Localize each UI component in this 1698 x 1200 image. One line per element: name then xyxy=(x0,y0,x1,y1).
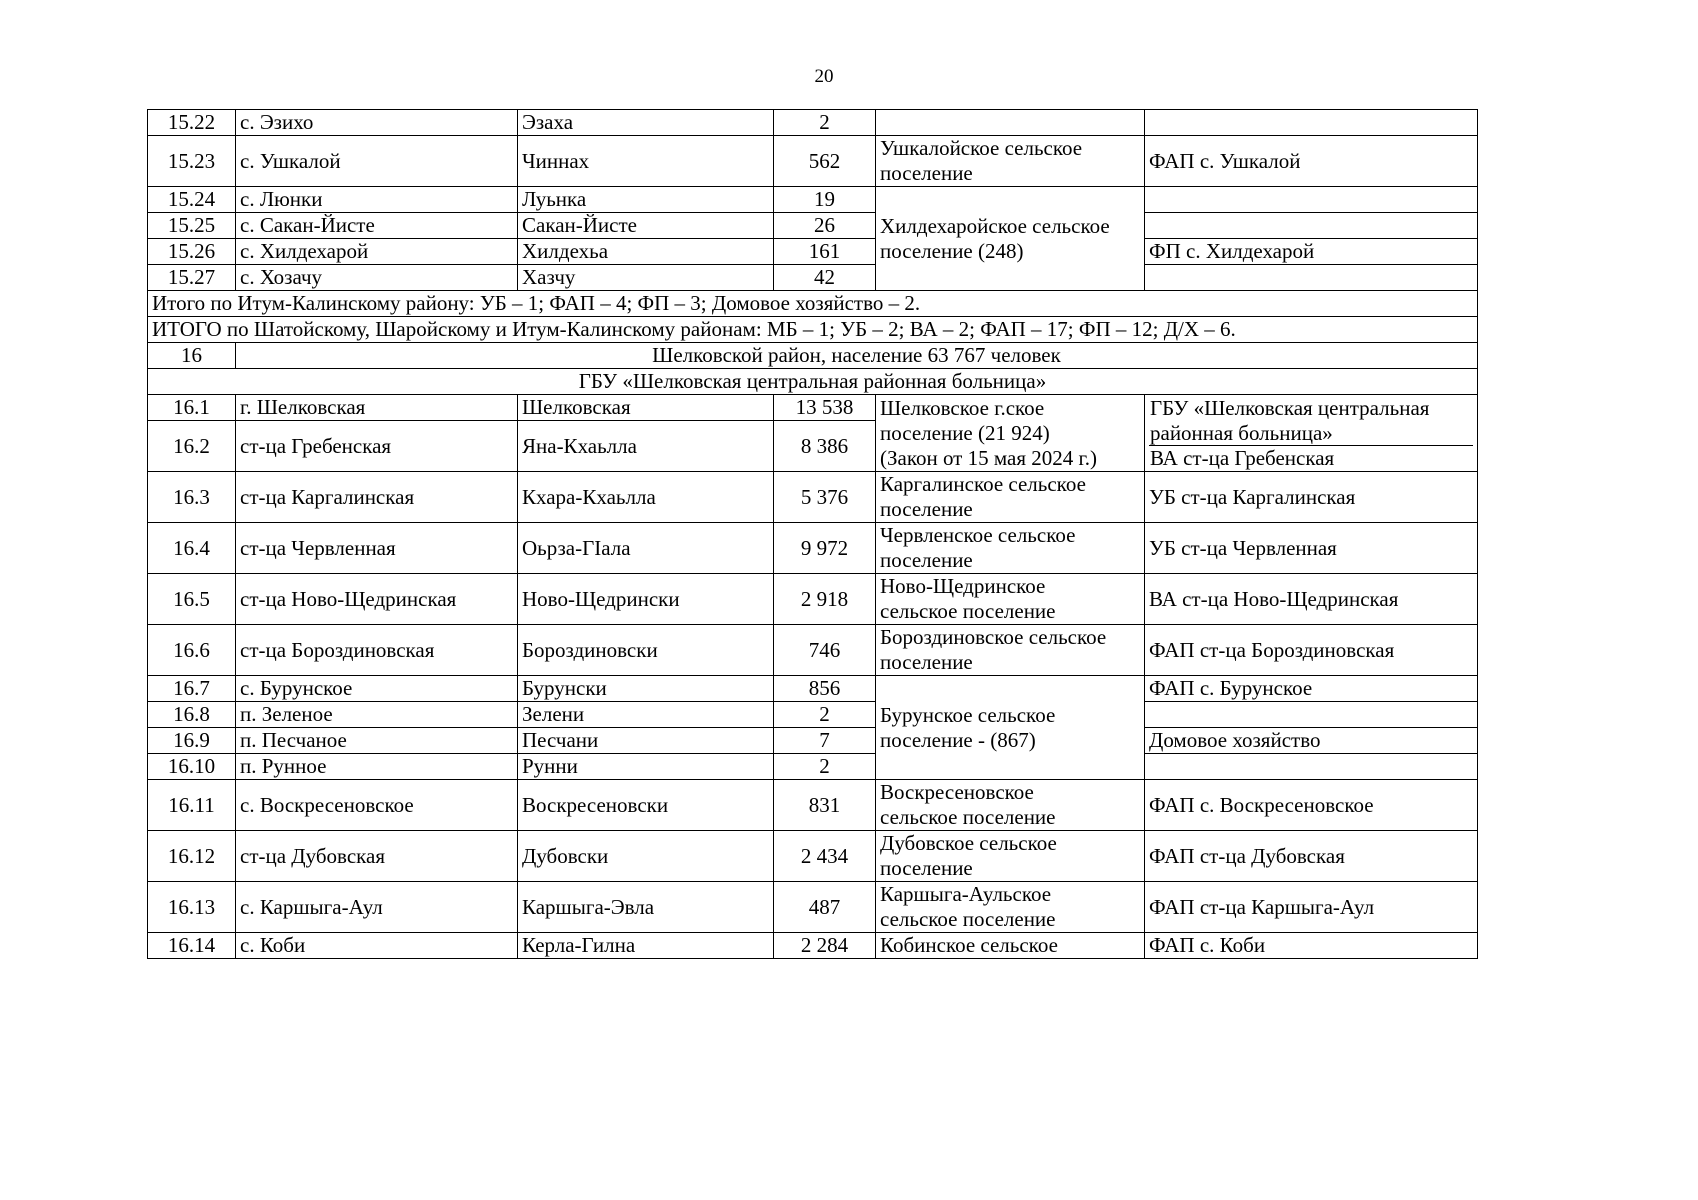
municipality-line: Хилдехаройское сельское xyxy=(880,213,1110,238)
settlements-table xyxy=(147,109,1478,959)
municipality xyxy=(876,395,1145,472)
table-row xyxy=(148,780,1478,831)
settlement-name: п. Рунное xyxy=(236,754,518,780)
row-number: 15.22 xyxy=(148,110,236,136)
facility xyxy=(1145,754,1478,780)
municipality-line: поселение xyxy=(880,497,973,521)
population: 26 xyxy=(774,213,876,239)
facility: ФАП с. Воскресеновское xyxy=(1145,780,1478,831)
population: 562 xyxy=(774,136,876,187)
municipality-line: поселение xyxy=(880,548,973,572)
chechen-name: Песчани xyxy=(518,728,774,754)
population: 2 xyxy=(774,702,876,728)
municipality-line: сельское поселение xyxy=(880,907,1056,931)
settlement-name: с. Хозачу xyxy=(236,265,518,291)
population: 2 xyxy=(774,754,876,780)
row-number: 15.26 xyxy=(148,239,236,265)
chechen-name: Шелковская xyxy=(518,395,774,421)
row-number: 16.6 xyxy=(148,625,236,676)
population: 13 538 xyxy=(774,395,876,421)
chechen-name: Хазчу xyxy=(518,265,774,291)
facility xyxy=(1145,213,1478,239)
municipality-line: сельское поселение xyxy=(880,805,1056,829)
chechen-name: Каршыга-Эвла xyxy=(518,882,774,933)
municipality-line: поселение xyxy=(880,856,973,880)
row-number: 16.2 xyxy=(148,421,236,472)
row-number: 16.12 xyxy=(148,831,236,882)
facility: ФАП с. Коби xyxy=(1145,933,1478,959)
settlement-name: с. Хилдехарой xyxy=(236,239,518,265)
facility-crb xyxy=(1149,396,1473,446)
facility xyxy=(1145,110,1478,136)
table-row xyxy=(148,625,1478,676)
municipality xyxy=(876,472,1145,523)
municipality xyxy=(876,574,1145,625)
chechen-name: Чиннах xyxy=(518,136,774,187)
municipality xyxy=(876,780,1145,831)
facility xyxy=(1145,395,1478,472)
facility: ФАП с. Бурунское xyxy=(1145,676,1478,702)
population: 42 xyxy=(774,265,876,291)
table-row xyxy=(148,676,1478,702)
table-row xyxy=(148,831,1478,882)
row-number: 16.9 xyxy=(148,728,236,754)
district-number: 16 xyxy=(148,343,236,369)
municipality xyxy=(876,676,1145,780)
grand-total-row xyxy=(148,317,1478,343)
district-header-row xyxy=(148,343,1478,369)
municipality-line: (Закон от 15 мая 2024 г.) xyxy=(880,445,1097,470)
facility: ФАП с. Ушкалой xyxy=(1145,136,1478,187)
settlement-name: с. Ушкалой xyxy=(236,136,518,187)
facility: ФАП ст-ца Дубовская xyxy=(1145,831,1478,882)
settlement-name: с. Воскресеновское xyxy=(236,780,518,831)
row-number: 16.13 xyxy=(148,882,236,933)
row-number: 16.14 xyxy=(148,933,236,959)
chechen-name: Дубовски xyxy=(518,831,774,882)
hospital-title: ГБУ «Шелковская центральная районная больница» xyxy=(148,369,1478,395)
municipality xyxy=(876,523,1145,574)
chechen-name: Воскресеновски xyxy=(518,780,774,831)
population: 2 284 xyxy=(774,933,876,959)
municipality-line: поселение - (867) xyxy=(880,727,1036,752)
page-number: 20 xyxy=(814,66,834,87)
chechen-name: Эзаха xyxy=(518,110,774,136)
municipality-line: Ново-Щедринское xyxy=(880,574,1046,598)
population: 746 xyxy=(774,625,876,676)
settlement-name: ст-ца Червленная xyxy=(236,523,518,574)
row-number: 16.5 xyxy=(148,574,236,625)
facility: ФАП ст-ца Каршыга-Аул xyxy=(1145,882,1478,933)
chechen-name: Оьрза-ГIала xyxy=(518,523,774,574)
municipality xyxy=(876,187,1145,291)
row-number: 15.27 xyxy=(148,265,236,291)
population: 487 xyxy=(774,882,876,933)
chechen-name: Сакан-Йисте xyxy=(518,213,774,239)
row-number: 16.8 xyxy=(148,702,236,728)
settlement-name: ст-ца Дубовская xyxy=(236,831,518,882)
population: 19 xyxy=(774,187,876,213)
population: 2 918 xyxy=(774,574,876,625)
table-row xyxy=(148,728,1478,754)
settlement-name: с. Коби xyxy=(236,933,518,959)
facility-line: районная больница» xyxy=(1150,420,1333,445)
chechen-name: Хилдехьа xyxy=(518,239,774,265)
hospital-header-row xyxy=(148,369,1478,395)
population: 2 xyxy=(774,110,876,136)
settlement-name: ст-ца Гребенская xyxy=(236,421,518,472)
population: 8 386 xyxy=(774,421,876,472)
settlement-name: с. Каршыга-Аул xyxy=(236,882,518,933)
table-row xyxy=(148,472,1478,523)
chechen-name: Кхара-Кхаьлла xyxy=(518,472,774,523)
subtotal-row xyxy=(148,291,1478,317)
population: 7 xyxy=(774,728,876,754)
table-row xyxy=(148,754,1478,780)
chechen-name: Бурунски xyxy=(518,676,774,702)
population: 9 972 xyxy=(774,523,876,574)
facility: ФП с. Хилдехарой xyxy=(1145,239,1478,265)
grand-total-text: ИТОГО по Шатойскому, Шаройскому и Итум-Калинскому районам: МБ – 1; УБ – 2; ВА – 2; ФАП – 17; ФП – 12; Д/Х – 6. xyxy=(148,317,1478,343)
municipality-line: Каргалинское сельское xyxy=(880,472,1086,496)
facility xyxy=(1145,702,1478,728)
row-number: 16.10 xyxy=(148,754,236,780)
municipality xyxy=(876,110,1145,136)
table-row xyxy=(148,213,1478,239)
row-number: 16.7 xyxy=(148,676,236,702)
settlement-name: ст-ца Бороздиновская xyxy=(236,625,518,676)
table-row xyxy=(148,187,1478,213)
facility: ФАП ст-ца Бороздиновская xyxy=(1145,625,1478,676)
settlement-name: п. Зеленое xyxy=(236,702,518,728)
facility: УБ ст-ца Червленная xyxy=(1145,523,1478,574)
chechen-name: Бороздиновски xyxy=(518,625,774,676)
municipality xyxy=(876,831,1145,882)
facility: УБ ст-ца Каргалинская xyxy=(1145,472,1478,523)
row-number: 16.1 xyxy=(148,395,236,421)
facility: Домовое хозяйство xyxy=(1145,728,1478,754)
facility xyxy=(1145,187,1478,213)
row-number: 15.23 xyxy=(148,136,236,187)
facility xyxy=(1145,265,1478,291)
subtotal-text: Итого по Итум-Калинскому району: УБ – 1; ФАП – 4; ФП – 3; Домовое хозяйство – 2. xyxy=(148,291,1478,317)
settlement-name: с. Бурунское xyxy=(236,676,518,702)
settlement-name: с. Люнки xyxy=(236,187,518,213)
municipality xyxy=(876,625,1145,676)
settlement-name: ст-ца Ново-Щедринская xyxy=(236,574,518,625)
municipality-line: Шелковское г.ское xyxy=(880,395,1045,420)
row-number: 15.24 xyxy=(148,187,236,213)
municipality-line: Бороздиновское сельское xyxy=(880,625,1107,649)
municipality-line: поселение xyxy=(880,650,973,674)
row-number: 16.11 xyxy=(148,780,236,831)
population: 161 xyxy=(774,239,876,265)
municipality xyxy=(876,136,1145,187)
chechen-name: Керла-Гилна xyxy=(518,933,774,959)
chechen-name: Луьнка xyxy=(518,187,774,213)
settlement-name: с. Сакан-Йисте xyxy=(236,213,518,239)
facility: ВА ст-ца Ново-Щедринская xyxy=(1145,574,1478,625)
municipality-line: Бурунское сельское xyxy=(880,702,1056,727)
population: 831 xyxy=(774,780,876,831)
table-row xyxy=(148,110,1478,136)
table-row xyxy=(148,523,1478,574)
table-row xyxy=(148,882,1478,933)
facility-grebenskaya: ВА ст-ца Гребенская xyxy=(1150,445,1335,470)
municipality-line: Ушкалойское сельское xyxy=(880,136,1083,160)
municipality-line: Воскресеновское xyxy=(880,780,1034,804)
table-row xyxy=(148,395,1478,421)
settlement-name: с. Эзихо xyxy=(236,110,518,136)
chechen-name: Рунни xyxy=(518,754,774,780)
settlement-name: п. Песчаное xyxy=(236,728,518,754)
chechen-name: Ново-Щедрински xyxy=(518,574,774,625)
population: 856 xyxy=(774,676,876,702)
facility-line: ГБУ «Шелковская центральная xyxy=(1150,395,1430,420)
population: 2 434 xyxy=(774,831,876,882)
table-row xyxy=(148,239,1478,265)
municipality xyxy=(876,882,1145,933)
table-row xyxy=(148,933,1478,959)
row-number: 15.25 xyxy=(148,213,236,239)
municipality-line: поселение (248) xyxy=(880,238,1024,263)
row-number: 16.3 xyxy=(148,472,236,523)
municipality-line: Каршыга-Аульское xyxy=(880,882,1052,906)
chechen-name: Яна-Кхаьлла xyxy=(518,421,774,472)
table-row xyxy=(148,574,1478,625)
settlement-name: г. Шелковская xyxy=(236,395,518,421)
district-title: Шелковской район, население 63 767 человек xyxy=(236,343,1478,369)
table-row xyxy=(148,265,1478,291)
municipality-line: Дубовское сельское xyxy=(880,831,1057,855)
chechen-name: Зелени xyxy=(518,702,774,728)
municipality-line: Червленское сельское xyxy=(880,523,1076,547)
table-row xyxy=(148,702,1478,728)
population: 5 376 xyxy=(774,472,876,523)
municipality-line: поселение (21 924) xyxy=(880,420,1050,445)
table-row xyxy=(148,136,1478,187)
municipality: Кобинское сельское xyxy=(876,933,1145,959)
municipality-line: сельское поселение xyxy=(880,599,1056,623)
municipality-line: поселение xyxy=(880,161,973,185)
settlement-name: ст-ца Каргалинская xyxy=(236,472,518,523)
row-number: 16.4 xyxy=(148,523,236,574)
